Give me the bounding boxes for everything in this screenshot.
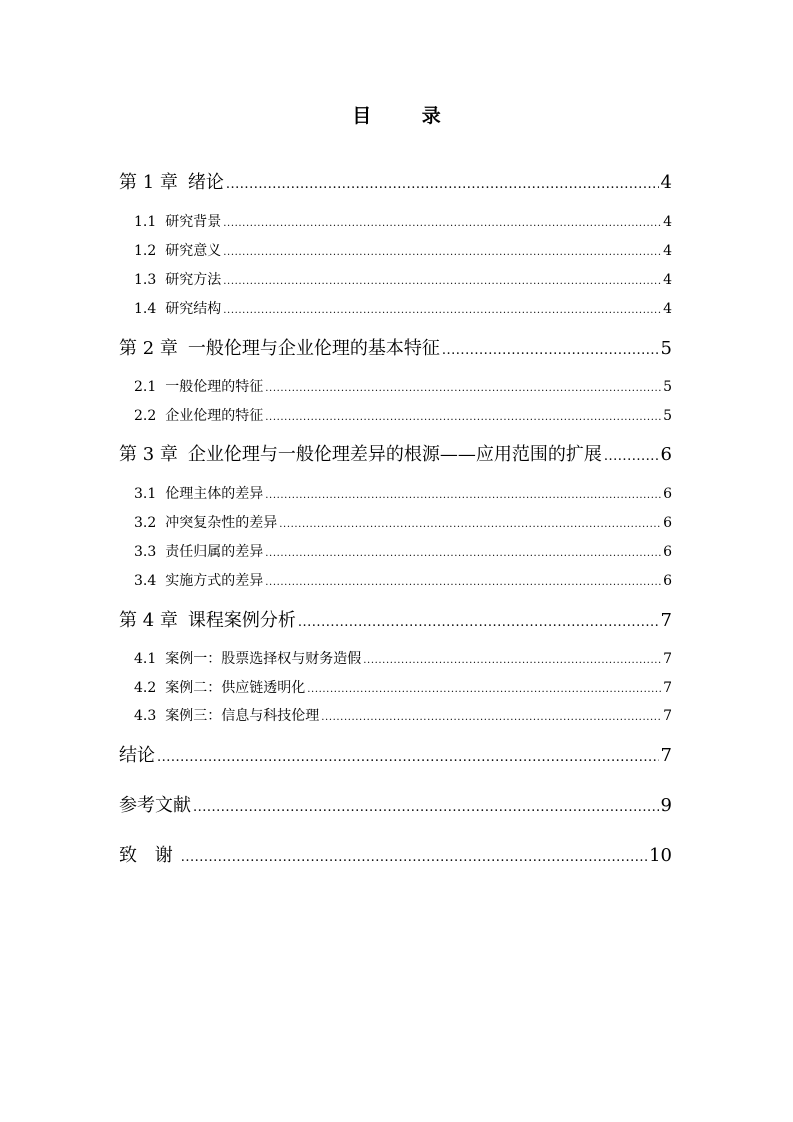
dot-leader (181, 847, 647, 869)
toc-chapter-4[interactable] (119, 610, 672, 634)
toc-entry-number: 第 2 章 (119, 338, 178, 359)
dot-leader (223, 273, 661, 291)
toc-entry-page: 6 (663, 486, 672, 502)
toc-section-4-2[interactable] (134, 679, 672, 699)
dot-leader (279, 516, 661, 534)
toc-entry-number: 4.1 (134, 651, 157, 667)
toc-section-3-4[interactable] (134, 572, 672, 592)
toc-references[interactable] (119, 795, 672, 819)
toc-entry-number: 3.2 (134, 515, 157, 531)
toc-entry-page: 5 (663, 379, 672, 395)
toc-title: 目 录 (352, 105, 463, 127)
toc-entry-number: 1.4 (134, 301, 157, 317)
toc-entry-label: 致 谢 (119, 845, 179, 866)
toc-entry-label: 案例一：股票选择权与财务造假 (165, 651, 362, 667)
toc-chapter-3[interactable] (119, 444, 672, 468)
toc-entry-label: 研究背景 (165, 214, 222, 230)
toc-entry-number: 2.1 (134, 379, 157, 395)
toc-entry-label: 企业伦理的特征 (165, 408, 264, 424)
toc-section-2-2[interactable] (134, 407, 672, 427)
toc-section-1-1[interactable] (134, 213, 672, 233)
toc-entry-number: 3.1 (134, 486, 157, 502)
toc-entry-label: 结论 (119, 745, 155, 766)
toc-conclusion[interactable] (119, 745, 672, 769)
dot-leader (604, 446, 659, 468)
toc-entry-page: 9 (660, 795, 672, 816)
toc-entry-number: 第 1 章 (119, 172, 178, 193)
toc-section-4-3[interactable] (134, 707, 672, 727)
dot-leader (307, 681, 661, 699)
toc-entry-number: 3.4 (134, 573, 157, 589)
toc-section-3-1[interactable] (134, 485, 672, 505)
dot-leader (442, 340, 659, 362)
dot-leader (265, 380, 661, 398)
toc-entry-number: 2.2 (134, 408, 157, 424)
toc-chapter-2[interactable] (119, 338, 672, 362)
toc-entry-page: 6 (663, 573, 672, 589)
toc-entry-label: 责任归属的差异 (165, 544, 264, 560)
toc-entry-page: 7 (663, 680, 672, 696)
toc-entry-page: 5 (663, 408, 672, 424)
toc-entry-label: 一般伦理与企业伦理的基本特征 (187, 338, 440, 359)
toc-entry-label: 绪论 (187, 172, 224, 193)
toc-entry-page: 6 (663, 515, 672, 531)
toc-entry-page: 7 (660, 745, 672, 766)
toc-entry-page: 4 (663, 272, 672, 288)
toc-entry-number: 1.3 (134, 272, 157, 288)
toc-section-1-2[interactable] (134, 242, 672, 262)
dot-leader (223, 215, 661, 233)
toc-acknowledgements[interactable] (119, 845, 672, 869)
toc-section-3-3[interactable] (134, 543, 672, 563)
toc-entry-number: 3.3 (134, 544, 157, 560)
toc-entry-number: 第 3 章 (119, 444, 178, 465)
toc-entry-page: 6 (660, 444, 672, 465)
dot-leader (193, 797, 659, 819)
dot-leader (157, 747, 659, 769)
toc-entry-number: 1.2 (134, 243, 157, 259)
toc-section-1-4[interactable] (134, 300, 672, 320)
dot-leader (265, 545, 661, 563)
toc-entry-page: 7 (660, 610, 672, 631)
toc-entry-label: 研究意义 (165, 243, 222, 259)
dot-leader (223, 244, 661, 262)
toc-entry-page: 4 (663, 301, 672, 317)
dot-leader (226, 174, 659, 196)
toc-entry-label: 案例二：供应链透明化 (165, 680, 306, 696)
dot-leader (363, 652, 661, 670)
toc-entry-label: 研究结构 (165, 301, 222, 317)
toc-entry-page: 6 (663, 544, 672, 560)
toc-entry-page: 4 (663, 214, 672, 230)
dot-leader (223, 302, 661, 320)
toc-section-2-1[interactable] (134, 378, 672, 398)
toc-entry-number: 1.1 (134, 214, 157, 230)
toc-section-1-3[interactable] (134, 271, 672, 291)
toc-section-3-2[interactable] (134, 514, 672, 534)
toc-entry-page: 7 (663, 651, 672, 667)
dot-leader (298, 612, 659, 634)
toc-entry-page: 4 (660, 172, 672, 193)
toc-entry-number: 4.2 (134, 680, 157, 696)
toc-entry-label: 实施方式的差异 (165, 573, 264, 589)
toc-entry-label: 研究方法 (165, 272, 222, 288)
toc-entry-number: 第 4 章 (119, 610, 178, 631)
toc-section-4-1[interactable] (134, 650, 672, 670)
toc-entry-label: 伦理主体的差异 (165, 486, 264, 502)
toc-entry-label: 一般伦理的特征 (165, 379, 264, 395)
dot-leader (265, 574, 661, 592)
dot-leader (265, 409, 661, 427)
dot-leader (321, 709, 661, 727)
dot-leader (265, 487, 661, 505)
toc-entry-label: 企业伦理与一般伦理差异的根源——应用范围的扩展 (187, 444, 602, 465)
toc-entry-page: 10 (649, 845, 672, 866)
toc-entry-page: 5 (660, 338, 672, 359)
toc-entry-label: 案例三：信息与科技伦理 (165, 708, 320, 724)
toc-entry-page: 4 (663, 243, 672, 259)
toc-entry-number: 4.3 (134, 708, 157, 724)
toc-entry-page: 7 (663, 708, 672, 724)
toc-entry-label: 冲突复杂性的差异 (165, 515, 278, 531)
toc-entry-label: 课程案例分析 (187, 610, 296, 631)
toc-chapter-1[interactable] (119, 172, 672, 196)
toc-entry-label: 参考文献 (119, 795, 191, 816)
